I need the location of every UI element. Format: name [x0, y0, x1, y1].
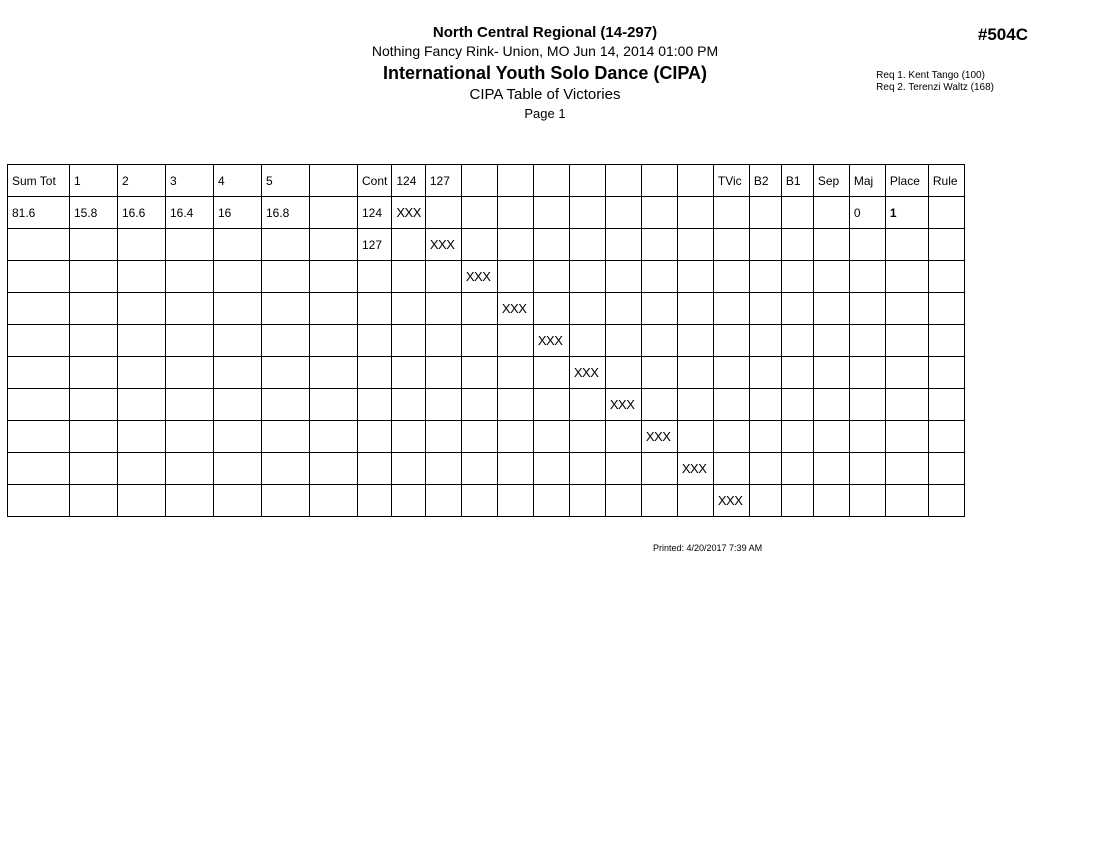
page-label: Page 1	[524, 106, 566, 121]
empty-cell	[677, 485, 713, 517]
empty-cell	[569, 261, 605, 293]
printed-timestamp: Printed: 4/20/2017 7:39 AM	[653, 543, 763, 553]
empty-cell	[781, 261, 813, 293]
empty-cell	[358, 325, 392, 357]
empty-cell	[118, 261, 166, 293]
empty-cell	[262, 261, 310, 293]
empty-cell	[928, 389, 964, 421]
empty-cell	[461, 453, 497, 485]
table-row	[8, 421, 965, 453]
empty-cell	[166, 485, 214, 517]
empty-cell	[928, 453, 964, 485]
victory-mark-cell: XXX	[713, 485, 749, 517]
column-header-1: 1	[70, 165, 118, 197]
empty-cell	[749, 421, 781, 453]
data-cell: 0	[849, 197, 885, 229]
empty-cell	[8, 325, 70, 357]
empty-cell	[425, 485, 461, 517]
empty-cell	[641, 485, 677, 517]
empty-cell	[849, 293, 885, 325]
empty-cell	[461, 293, 497, 325]
empty-cell	[605, 453, 641, 485]
empty-cell	[461, 389, 497, 421]
empty-cell	[166, 229, 214, 261]
empty-cell	[749, 389, 781, 421]
empty-cell	[713, 229, 749, 261]
empty-cell	[605, 293, 641, 325]
empty-cell	[928, 325, 964, 357]
empty-cell	[310, 229, 358, 261]
empty-cell	[781, 485, 813, 517]
empty-cell	[533, 421, 569, 453]
empty-cell	[358, 261, 392, 293]
empty-cell	[849, 453, 885, 485]
empty-cell	[118, 485, 166, 517]
empty-cell	[885, 293, 928, 325]
table-row	[8, 389, 965, 421]
column-header-blank-16	[677, 165, 713, 197]
empty-cell	[677, 389, 713, 421]
empty-cell	[713, 197, 749, 229]
column-header-blank-12	[533, 165, 569, 197]
empty-cell	[262, 293, 310, 325]
empty-cell	[781, 229, 813, 261]
column-header-blank-11	[497, 165, 533, 197]
empty-cell	[358, 485, 392, 517]
empty-cell	[533, 197, 569, 229]
empty-cell	[497, 261, 533, 293]
column-header-4: 4	[214, 165, 262, 197]
table-header-row	[8, 165, 965, 197]
empty-cell	[358, 357, 392, 389]
column-header-2: 2	[118, 165, 166, 197]
empty-cell	[849, 325, 885, 357]
empty-cell	[813, 197, 849, 229]
empty-cell	[928, 421, 964, 453]
empty-cell	[8, 293, 70, 325]
empty-cell	[813, 261, 849, 293]
empty-cell	[70, 261, 118, 293]
empty-cell	[928, 293, 964, 325]
empty-cell	[605, 229, 641, 261]
empty-cell	[781, 197, 813, 229]
empty-cell	[569, 421, 605, 453]
table-row	[8, 325, 965, 357]
empty-cell	[497, 229, 533, 261]
empty-cell	[605, 421, 641, 453]
empty-cell	[569, 197, 605, 229]
empty-cell	[641, 197, 677, 229]
empty-cell	[118, 453, 166, 485]
victory-mark-cell: XXX	[677, 453, 713, 485]
empty-cell	[713, 261, 749, 293]
empty-cell	[310, 325, 358, 357]
victory-mark-cell: XXX	[392, 197, 426, 229]
empty-cell	[749, 293, 781, 325]
empty-cell	[677, 325, 713, 357]
column-header-blank-10	[461, 165, 497, 197]
empty-cell	[641, 261, 677, 293]
victory-mark-cell: XXX	[605, 389, 641, 421]
empty-cell	[641, 229, 677, 261]
empty-cell	[70, 325, 118, 357]
empty-cell	[928, 229, 964, 261]
empty-cell	[310, 293, 358, 325]
empty-cell	[849, 485, 885, 517]
empty-cell	[392, 389, 426, 421]
empty-cell	[461, 325, 497, 357]
requirements-list	[876, 70, 994, 94]
table-of-victories	[7, 164, 965, 517]
data-cell: 16.4	[166, 197, 214, 229]
document-header	[0, 0, 1100, 150]
empty-cell	[677, 229, 713, 261]
empty-cell	[70, 357, 118, 389]
column-header-sep: Sep	[813, 165, 849, 197]
empty-cell	[605, 485, 641, 517]
empty-cell	[262, 325, 310, 357]
table-row	[8, 357, 965, 389]
empty-cell	[358, 453, 392, 485]
empty-cell	[310, 453, 358, 485]
empty-cell	[569, 453, 605, 485]
division-title: International Youth Solo Dance (CIPA)	[382, 63, 708, 83]
empty-cell	[425, 261, 461, 293]
empty-cell	[781, 325, 813, 357]
empty-cell	[358, 293, 392, 325]
empty-cell	[461, 421, 497, 453]
empty-cell	[533, 357, 569, 389]
empty-cell	[849, 357, 885, 389]
table-body	[8, 197, 965, 517]
empty-cell	[392, 229, 426, 261]
data-cell: 16.8	[262, 197, 310, 229]
empty-cell	[461, 197, 497, 229]
empty-cell	[813, 293, 849, 325]
empty-cell	[713, 389, 749, 421]
victory-mark-cell: XXX	[425, 229, 461, 261]
empty-cell	[497, 485, 533, 517]
venue-line: Nothing Fancy Rink- Union, MO Jun 14, 2014 01:00 PM	[371, 43, 719, 59]
empty-cell	[425, 197, 461, 229]
victory-mark-cell: XXX	[641, 421, 677, 453]
column-header-127: 127	[425, 165, 461, 197]
column-header-maj: Maj	[849, 165, 885, 197]
empty-cell	[569, 485, 605, 517]
empty-cell	[885, 453, 928, 485]
column-header-rule: Rule	[928, 165, 964, 197]
data-cell: 124	[358, 197, 392, 229]
empty-cell	[885, 261, 928, 293]
empty-cell	[677, 261, 713, 293]
column-header-place: Place	[885, 165, 928, 197]
empty-cell	[166, 261, 214, 293]
empty-cell	[392, 325, 426, 357]
column-header-5: 5	[262, 165, 310, 197]
column-header-cont: Cont	[358, 165, 392, 197]
empty-cell	[70, 229, 118, 261]
data-cell: 127	[358, 229, 392, 261]
empty-cell	[713, 325, 749, 357]
column-header-blank-15	[641, 165, 677, 197]
empty-cell	[533, 453, 569, 485]
victory-mark-cell: XXX	[461, 261, 497, 293]
empty-cell	[677, 421, 713, 453]
requirement-item: Req 2. Terenzi Waltz (168)	[876, 82, 994, 93]
empty-cell	[425, 293, 461, 325]
empty-cell	[813, 357, 849, 389]
victory-mark-cell: XXX	[497, 293, 533, 325]
empty-cell	[677, 357, 713, 389]
empty-cell	[849, 389, 885, 421]
empty-cell	[358, 421, 392, 453]
empty-cell	[749, 453, 781, 485]
empty-cell	[928, 485, 964, 517]
empty-cell	[166, 421, 214, 453]
empty-cell	[928, 357, 964, 389]
data-cell: 15.8	[70, 197, 118, 229]
empty-cell	[885, 485, 928, 517]
table-row	[8, 453, 965, 485]
empty-cell	[392, 485, 426, 517]
empty-cell	[70, 485, 118, 517]
table-row	[8, 293, 965, 325]
empty-cell	[310, 389, 358, 421]
empty-cell	[214, 357, 262, 389]
event-code: #504C	[977, 25, 1028, 44]
empty-cell	[310, 197, 358, 229]
empty-cell	[749, 485, 781, 517]
table-row	[8, 261, 965, 293]
column-header-blank-6	[310, 165, 358, 197]
empty-cell	[310, 485, 358, 517]
empty-cell	[262, 453, 310, 485]
empty-cell	[605, 197, 641, 229]
column-header-sum-tot: Sum Tot	[8, 165, 70, 197]
empty-cell	[677, 197, 713, 229]
empty-cell	[262, 389, 310, 421]
empty-cell	[310, 421, 358, 453]
empty-cell	[214, 229, 262, 261]
empty-cell	[497, 325, 533, 357]
empty-cell	[641, 325, 677, 357]
empty-cell	[118, 357, 166, 389]
empty-cell	[781, 453, 813, 485]
empty-cell	[214, 293, 262, 325]
empty-cell	[310, 261, 358, 293]
empty-cell	[533, 485, 569, 517]
empty-cell	[392, 357, 426, 389]
empty-cell	[392, 453, 426, 485]
column-header-3: 3	[166, 165, 214, 197]
empty-cell	[358, 389, 392, 421]
empty-cell	[461, 229, 497, 261]
empty-cell	[813, 453, 849, 485]
data-cell: 16	[214, 197, 262, 229]
empty-cell	[70, 389, 118, 421]
empty-cell	[885, 357, 928, 389]
empty-cell	[713, 453, 749, 485]
column-header-124: 124	[392, 165, 426, 197]
column-header-tvic: TVic	[713, 165, 749, 197]
empty-cell	[118, 389, 166, 421]
empty-cell	[214, 261, 262, 293]
empty-cell	[749, 261, 781, 293]
empty-cell	[749, 229, 781, 261]
column-header-b2: B2	[749, 165, 781, 197]
empty-cell	[497, 421, 533, 453]
table-row	[8, 485, 965, 517]
data-cell: 1	[885, 197, 928, 229]
empty-cell	[885, 325, 928, 357]
empty-cell	[605, 357, 641, 389]
empty-cell	[497, 357, 533, 389]
empty-cell	[641, 389, 677, 421]
empty-cell	[533, 293, 569, 325]
empty-cell	[928, 197, 964, 229]
empty-cell	[310, 357, 358, 389]
empty-cell	[569, 229, 605, 261]
empty-cell	[425, 389, 461, 421]
empty-cell	[425, 325, 461, 357]
empty-cell	[849, 229, 885, 261]
empty-cell	[497, 389, 533, 421]
column-header-blank-14	[605, 165, 641, 197]
empty-cell	[214, 325, 262, 357]
empty-cell	[781, 421, 813, 453]
empty-cell	[392, 261, 426, 293]
victory-mark-cell: XXX	[569, 357, 605, 389]
empty-cell	[928, 261, 964, 293]
victory-mark-cell: XXX	[533, 325, 569, 357]
empty-cell	[8, 485, 70, 517]
empty-cell	[885, 389, 928, 421]
data-cell: 81.6	[8, 197, 70, 229]
empty-cell	[677, 293, 713, 325]
empty-cell	[262, 421, 310, 453]
empty-cell	[166, 389, 214, 421]
event-title: North Central Regional (14-297)	[432, 24, 658, 41]
empty-cell	[425, 421, 461, 453]
empty-cell	[118, 229, 166, 261]
empty-cell	[262, 485, 310, 517]
empty-cell	[569, 325, 605, 357]
empty-cell	[166, 357, 214, 389]
table-row	[8, 197, 965, 229]
empty-cell	[425, 357, 461, 389]
empty-cell	[8, 421, 70, 453]
table-row	[8, 229, 965, 261]
empty-cell	[392, 421, 426, 453]
empty-cell	[813, 389, 849, 421]
empty-cell	[262, 229, 310, 261]
empty-cell	[885, 421, 928, 453]
empty-cell	[533, 261, 569, 293]
empty-cell	[166, 325, 214, 357]
empty-cell	[749, 325, 781, 357]
empty-cell	[214, 485, 262, 517]
empty-cell	[533, 229, 569, 261]
empty-cell	[813, 229, 849, 261]
empty-cell	[425, 453, 461, 485]
empty-cell	[497, 453, 533, 485]
empty-cell	[533, 389, 569, 421]
empty-cell	[749, 197, 781, 229]
empty-cell	[713, 293, 749, 325]
empty-cell	[749, 357, 781, 389]
empty-cell	[713, 421, 749, 453]
empty-cell	[461, 485, 497, 517]
empty-cell	[497, 197, 533, 229]
empty-cell	[8, 261, 70, 293]
empty-cell	[849, 261, 885, 293]
empty-cell	[813, 485, 849, 517]
empty-cell	[166, 453, 214, 485]
empty-cell	[813, 325, 849, 357]
empty-cell	[569, 293, 605, 325]
empty-cell	[781, 389, 813, 421]
empty-cell	[70, 453, 118, 485]
empty-cell	[118, 421, 166, 453]
empty-cell	[118, 325, 166, 357]
empty-cell	[605, 325, 641, 357]
empty-cell	[118, 293, 166, 325]
empty-cell	[569, 389, 605, 421]
empty-cell	[813, 421, 849, 453]
data-cell: 16.6	[118, 197, 166, 229]
table-row	[8, 165, 965, 197]
empty-cell	[214, 389, 262, 421]
column-header-b1: B1	[781, 165, 813, 197]
column-header-blank-13	[569, 165, 605, 197]
empty-cell	[641, 453, 677, 485]
empty-cell	[885, 229, 928, 261]
requirement-item: Req 1. Kent Tango (100)	[876, 70, 985, 81]
empty-cell	[849, 421, 885, 453]
empty-cell	[641, 357, 677, 389]
empty-cell	[214, 453, 262, 485]
empty-cell	[8, 453, 70, 485]
empty-cell	[8, 389, 70, 421]
empty-cell	[70, 293, 118, 325]
empty-cell	[262, 357, 310, 389]
empty-cell	[8, 357, 70, 389]
empty-cell	[214, 421, 262, 453]
empty-cell	[392, 293, 426, 325]
empty-cell	[8, 229, 70, 261]
empty-cell	[461, 357, 497, 389]
empty-cell	[70, 421, 118, 453]
empty-cell	[781, 293, 813, 325]
empty-cell	[605, 261, 641, 293]
empty-cell	[641, 293, 677, 325]
empty-cell	[781, 357, 813, 389]
empty-cell	[713, 357, 749, 389]
report-subtitle: CIPA Table of Victories	[469, 86, 621, 103]
empty-cell	[166, 293, 214, 325]
